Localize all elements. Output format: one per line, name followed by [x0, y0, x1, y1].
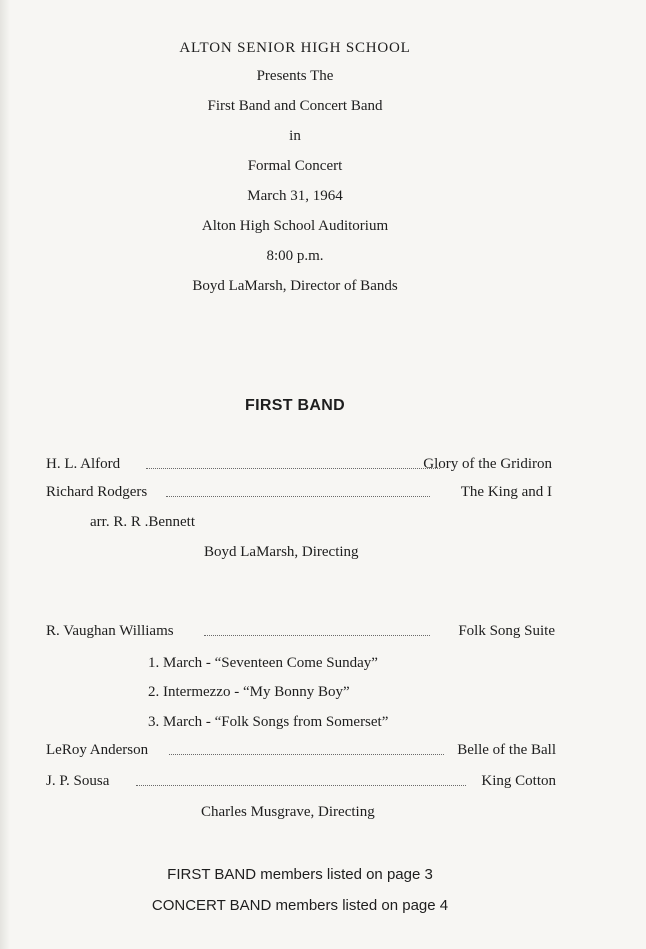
presents-line: Presents The — [256, 68, 334, 84]
program-row — [46, 742, 556, 762]
suite-movement: 3. March - “Folk Songs from Somerset” — [148, 714, 389, 730]
composer: Richard Rodgers — [46, 484, 148, 500]
section-title: FIRST BAND — [245, 397, 345, 414]
arranger-credit: arr. R. R .Bennett — [90, 514, 195, 530]
leader-dots — [169, 754, 444, 755]
in-line: in — [289, 128, 301, 144]
program-row — [46, 623, 555, 643]
event-name: Formal Concert — [247, 158, 343, 174]
work-title: Glory of the Gridiron — [423, 456, 552, 472]
director-line: Boyd LaMarsh, Director of Bands — [192, 278, 398, 294]
suite-movement: 2. Intermezzo - “My Bonny Boy” — [148, 684, 350, 700]
concert-time: 8:00 p.m. — [266, 248, 324, 264]
venue: Alton High School Auditorium — [201, 218, 389, 234]
leader-dots — [166, 496, 430, 497]
school-name: ALTON SENIOR HIGH SCHOOL — [179, 40, 411, 56]
leader-dots — [136, 785, 466, 786]
leader-dots — [204, 635, 430, 636]
program-row — [46, 484, 552, 504]
conductor-credit: Charles Musgrave, Directing — [201, 804, 375, 820]
footer-note: CONCERT BAND members listed on page 4 — [151, 897, 449, 914]
footer-note: FIRST BAND members listed on page 3 — [167, 866, 433, 883]
work-title: King Cotton — [481, 773, 556, 789]
suite-movement: 1. March - “Seventeen Come Sunday” — [148, 655, 378, 671]
work-title: Folk Song Suite — [458, 623, 555, 639]
composer: H. L. Alford — [46, 456, 121, 472]
leader-dots — [146, 468, 440, 469]
composer: J. P. Sousa — [46, 773, 110, 789]
composer: LeRoy Anderson — [46, 742, 149, 758]
work-title: Belle of the Ball — [457, 742, 556, 758]
conductor-credit: Boyd LaMarsh, Directing — [204, 544, 359, 560]
program-row — [46, 773, 556, 793]
program-row — [46, 456, 552, 476]
concert-date: March 31, 1964 — [247, 188, 343, 204]
bands-line: First Band and Concert Band — [207, 98, 383, 114]
composer: R. Vaughan Williams — [46, 623, 174, 639]
work-title: The King and I — [460, 484, 552, 500]
